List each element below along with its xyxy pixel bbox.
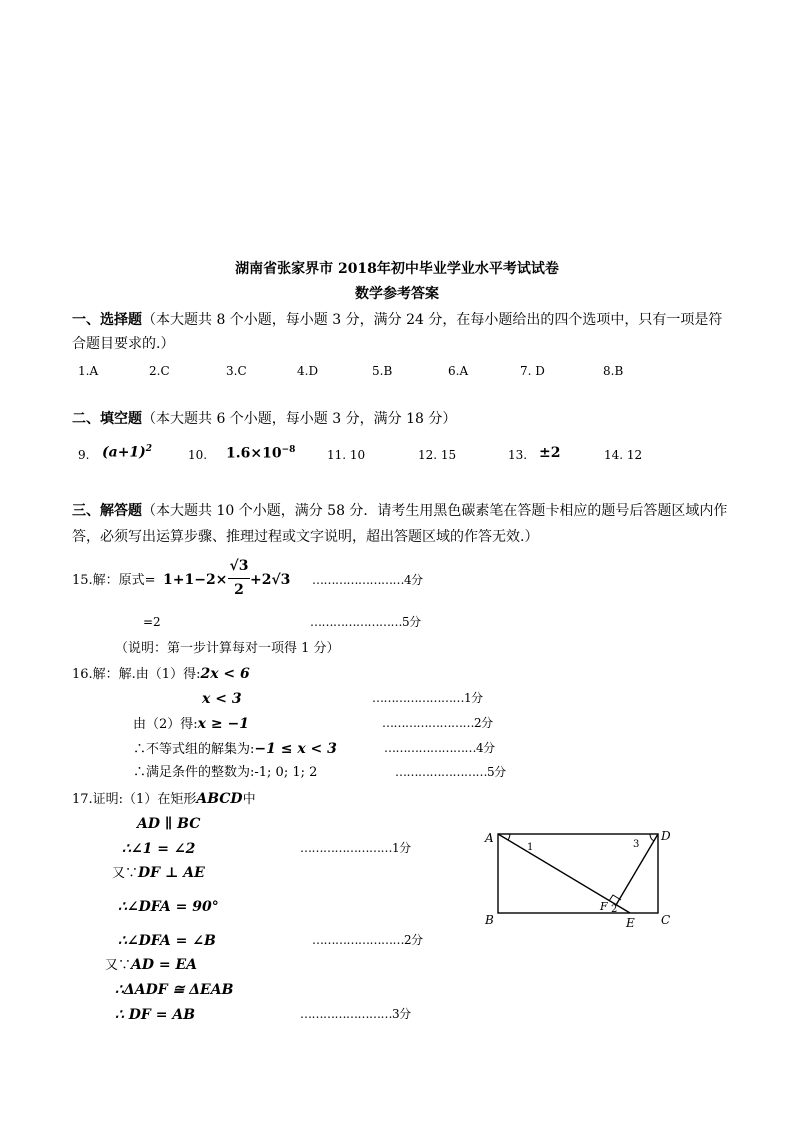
rectangle-figure (480, 826, 680, 930)
q16-score2: ……………………2分 (382, 716, 493, 730)
q17-line3 (112, 866, 205, 880)
q15-frac-den: 2 (234, 582, 244, 598)
q9-base: (a+1) (102, 444, 146, 461)
q16-step2-label: 由（2）得: (133, 717, 198, 732)
label-angle2: 2 (611, 904, 618, 915)
answer-6: 6.A (448, 364, 469, 378)
q16-step4: ∴满足条件的整数为:-1; 0; 1; 2 (133, 765, 318, 780)
q17-l8: ∴ DF = AB (115, 1007, 196, 1023)
q17-label-tail: 中 (242, 792, 256, 807)
exam-subtitle: 数学参考答案 (355, 286, 439, 302)
q9-answer (102, 445, 152, 460)
section3-desc: （本大题共 10 个小题，满分 58 分．请考生用黑色碳素笔在答题卡相应的题号后答题区域内作 (142, 503, 728, 519)
q9-exp: 2 (145, 444, 153, 454)
q15-score2: ……………………5分 (310, 615, 421, 629)
section1-desc: （本大题共 8 个小题，每小题 3 分，满分 24 分，在每小题给出的四个选项中，只有一项是符 (142, 312, 723, 328)
q11-answer: 11. 10 (327, 448, 366, 462)
q17-l6: AD = EA (131, 957, 198, 973)
q16-score1: ……………………1分 (372, 691, 483, 705)
answer-1: 1.A (78, 364, 99, 378)
q10-label: 10. (188, 448, 208, 462)
section2-heading: 二、填空题 (72, 411, 142, 427)
q10-exp: −8 (281, 445, 296, 455)
q17-l5: ∴∠DFA = ∠B (118, 933, 216, 949)
angle3-arc (650, 834, 654, 841)
q16-step3-label: ∴不等式组的解集为: (133, 742, 255, 757)
answer-4: 4.D (297, 364, 319, 378)
q10-answer (226, 446, 295, 461)
q17-l6-prefix: 又∵ (105, 958, 132, 973)
q16-line3 (133, 717, 249, 731)
section2-desc: （本大题共 6 个小题，每小题 3 分，满分 18 分） (142, 411, 457, 427)
q15-score1: ……………………4分 (312, 573, 423, 587)
q17-l1: AD ∥ BC (137, 816, 201, 832)
q17-score1: ……………………1分 (300, 841, 411, 855)
q16-line4 (133, 742, 337, 756)
section1-heading: 一、选择题 (72, 312, 142, 328)
q16-line1 (72, 667, 250, 681)
q16-ineq1: 2x < 6 (200, 666, 250, 682)
label-f: F (600, 900, 608, 913)
q16-ineq3: x ≥ −1 (197, 716, 249, 732)
q10-base: 1.6×10 (226, 445, 282, 462)
q17-l3: DF ⊥ AE (138, 865, 205, 881)
section3-desc-line2: 答，必须写出运算步骤、推理过程或文字说明，超出答题区域的作答无效.） (72, 529, 539, 545)
q17-score2: ……………………2分 (312, 933, 423, 947)
answer-2: 2.C (149, 364, 170, 378)
label-c: C (661, 913, 671, 927)
q13-label: 13. (508, 448, 528, 462)
section2-line (72, 412, 456, 426)
q15-frac-bar (228, 578, 250, 579)
section3-line1 (72, 504, 727, 518)
q17-label: 17.证明:（1）在矩形 (72, 792, 197, 807)
q15-expr-b: +2√3 (250, 572, 291, 588)
section1-line1 (72, 313, 722, 327)
q16-score4: ……………………5分 (395, 765, 506, 779)
label-angle1: 1 (527, 842, 534, 853)
answer-3: 3.C (226, 364, 247, 378)
answer-5: 5.B (372, 364, 393, 378)
q17-l3-prefix: 又∵ (112, 866, 139, 881)
q13-answer: ±2 (539, 445, 561, 461)
label-b: B (485, 913, 494, 927)
label-d: D (661, 829, 671, 843)
q16-ineq2: x < 3 (202, 691, 242, 707)
answer-7: 7. D (520, 364, 545, 378)
q17-l4: ∴∠DFA = 90° (118, 899, 219, 915)
q14-answer: 14. 12 (604, 448, 643, 462)
q17-rect: ABCD (196, 791, 243, 807)
q17-score3: ……………………3分 (300, 1007, 411, 1021)
q12-answer: 12. 15 (418, 448, 457, 462)
section1-desc-line2: 合题目要求的.） (72, 336, 175, 352)
q15-note: （说明：第一步计算每对一项得 1 分） (115, 641, 340, 656)
segment-ae (498, 834, 630, 913)
q17-l7: ∴ΔADF ≅ ΔEAB (115, 982, 234, 998)
label-a: A (485, 831, 494, 845)
q17-line1 (72, 792, 256, 806)
angle1-arc (508, 834, 510, 840)
q15-frac-num: √3 (229, 558, 249, 574)
q16-ineq4: −1 ≤ x < 3 (254, 741, 337, 757)
answer-8: 8.B (603, 364, 624, 378)
exam-title: 湖南省张家界市 2018年初中毕业学业水平考试试卷 (235, 261, 559, 277)
q16-label: 16.解：解.由（1）得: (72, 667, 201, 682)
label-angle3: 3 (633, 839, 640, 850)
q15-result: =2 (143, 615, 161, 629)
q16-score3: ……………………4分 (384, 741, 495, 755)
q17-l2: ∴∠1 = ∠2 (122, 841, 196, 857)
q17-line6 (105, 958, 197, 972)
q15-expr-a: 1+1−2× (163, 572, 228, 588)
q9-label: 9. (78, 448, 90, 462)
label-e: E (626, 916, 635, 930)
q15-label: 15.解：原式= (72, 573, 156, 588)
section3-heading: 三、解答题 (72, 503, 142, 519)
